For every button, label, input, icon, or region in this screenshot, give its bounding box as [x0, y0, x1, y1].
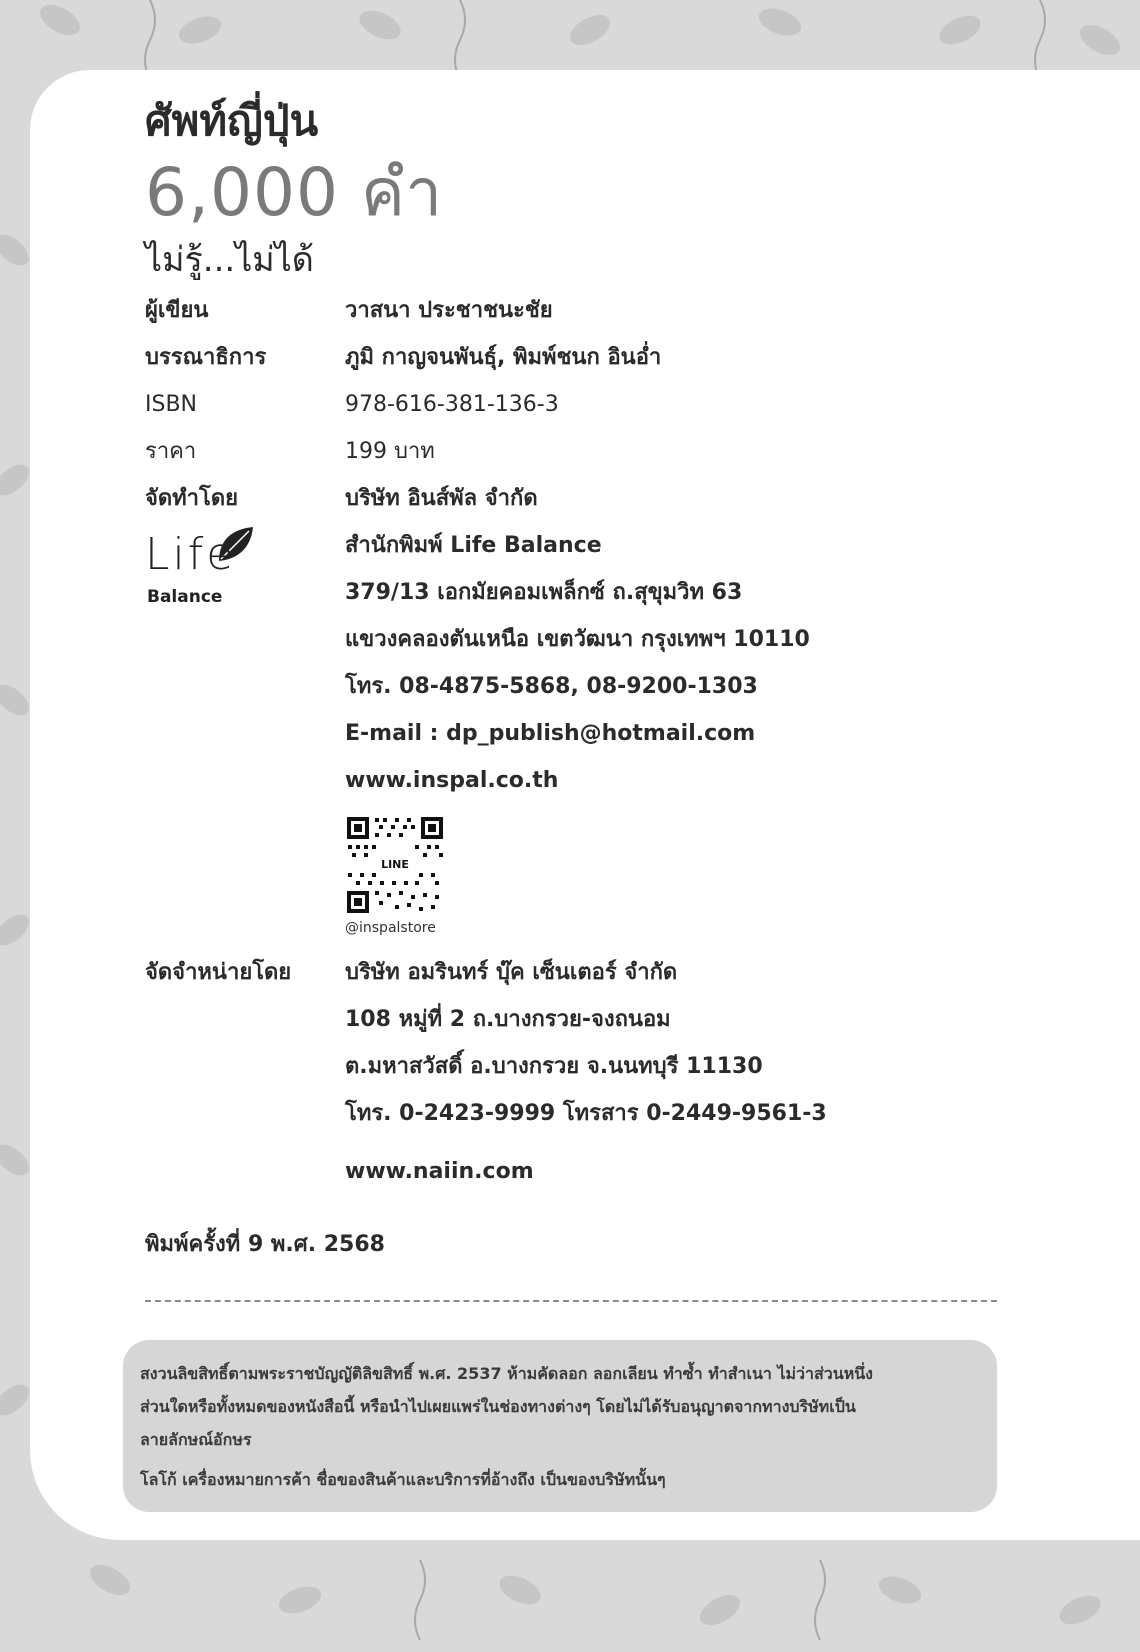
isbn-label: ISBN [145, 392, 198, 417]
book-subtitle: ไม่รู้...ไม่ได้ [145, 240, 314, 280]
notice-line-1: สงวนลิขสิทธิ์ตามพระราชบัญญัติลิขสิทธิ์ พ.ศ. 2537 ห้ามคัดลอก ลอกเลียน ทำซ้ำ ทำสำเนา ไม่ว่าส่วนหนึ่ง [140, 1364, 873, 1383]
publisher-email: E-mail : dp_publish@hotmail.com [345, 721, 756, 746]
notice-line-3: ลายลักษณ์อักษร [140, 1430, 252, 1449]
book-title: ศัพท์ญี่ปุ่น [145, 96, 319, 145]
edition-text: พิมพ์ครั้งที่ 9 พ.ศ. 2568 [145, 1232, 385, 1257]
publisher-line: สำนักพิมพ์ Life Balance [345, 533, 602, 558]
distributor-name: บริษัท อมรินทร์ บุ๊ค เซ็นเตอร์ จำกัด [345, 960, 678, 985]
editor-value: ภูมิ กาญจนพันธุ์, พิมพ์ชนก อินอ่ำ [345, 345, 662, 370]
distributor-label: จัดจำหน่ายโดย [145, 960, 292, 985]
qr-center-text: LINE [381, 858, 409, 871]
qr-code [345, 815, 445, 915]
life-balance-logo [145, 525, 255, 615]
publisher-phone: โทร. 08-4875-5868, 08-9200-1303 [345, 674, 758, 699]
book-title-count: 6,000 คำ [145, 154, 444, 231]
notice-line-2: ส่วนใดหรือทั้งหมดของหนังสือนี้ หรือนำไปเผยแพร่ในช่องทางต่างๆ โดยไม่ได้รับอนุญาตจากทางบริษัทเป็น [140, 1397, 856, 1416]
qr-caption: @inspalstore [345, 920, 436, 936]
logo-word: Life [145, 529, 237, 580]
editor-label: บรรณาธิการ [145, 345, 267, 370]
notice-line-4: โลโก้ เครื่องหมายการค้า ชื่อของสินค้าและบริการที่อ้างถึง เป็นของบริษัทนั้นๆ [140, 1470, 666, 1489]
producer-value: บริษัท อินส์พัล จำกัด [345, 486, 538, 511]
isbn-value: 978-616-381-136-3 [345, 392, 559, 417]
dashed-divider [145, 1300, 997, 1302]
price-value: 199 บาท [345, 439, 435, 464]
logo-sub: Balance [147, 587, 223, 607]
producer-label: จัดทำโดย [145, 486, 239, 511]
author-label: ผู้เขียน [145, 298, 209, 323]
publisher-website: www.inspal.co.th [345, 768, 559, 793]
price-label: ราคา [145, 439, 197, 464]
distributor-address-1: 108 หมู่ที่ 2 ถ.บางกรวย-จงถนอม [345, 1007, 671, 1032]
copyright-notice [123, 1340, 997, 1512]
publisher-address-2: แขวงคลองตันเหนือ เขตวัฒนา กรุงเทพฯ 10110 [345, 627, 810, 652]
publisher-address-1: 379/13 เอกมัยคอมเพล็กซ์ ถ.สุขุมวิท 63 [345, 580, 743, 605]
distributor-website: www.naiin.com [345, 1159, 534, 1184]
distributor-address-2: ต.มหาสวัสดิ์ อ.บางกรวย จ.นนทบุรี 11130 [345, 1054, 763, 1079]
author-value: วาสนา ประชาชนะชัย [345, 298, 553, 323]
distributor-phone: โทร. 0-2423-9999 โทรสาร 0-2449-9561-3 [345, 1101, 827, 1126]
